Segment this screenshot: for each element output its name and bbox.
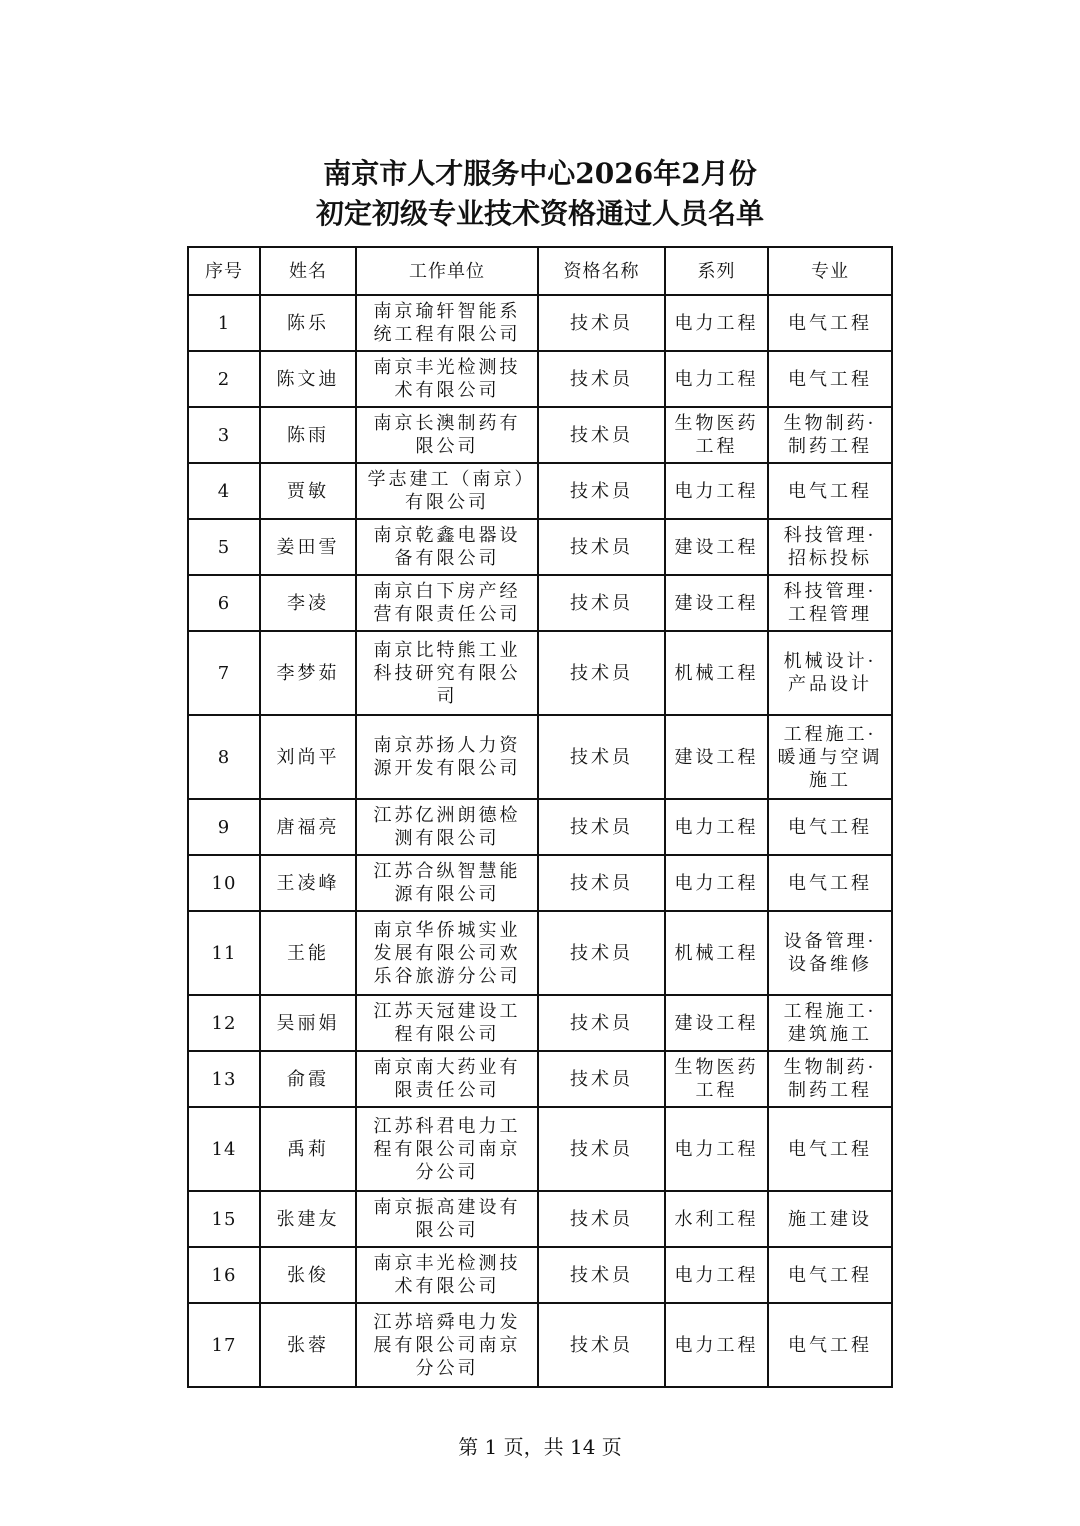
header-series: 系列 [665, 247, 768, 295]
cell-name: 王能 [260, 911, 356, 995]
cell-series: 建设工程 [665, 519, 768, 575]
cell-name: 贾敏 [260, 463, 356, 519]
table-row [188, 519, 892, 575]
cell-work-unit: 江苏亿洲朗德检测有限公司 [356, 799, 538, 855]
header-name: 姓名 [260, 247, 356, 295]
cell-qualification: 技术员 [538, 799, 665, 855]
cell-qualification: 技术员 [538, 463, 665, 519]
cell-series: 电力工程 [665, 799, 768, 855]
cell-serial: 2 [188, 351, 260, 407]
cell-major: 电气工程 [768, 295, 892, 351]
cell-serial: 9 [188, 799, 260, 855]
cell-work-unit: 南京比特熊工业科技研究有限公司 [356, 631, 538, 715]
cell-serial: 8 [188, 715, 260, 799]
cell-name: 张俊 [260, 1247, 356, 1303]
cell-serial: 4 [188, 463, 260, 519]
cell-qualification: 技术员 [538, 1051, 665, 1107]
page-number: 第 1 页，共 14 页 [458, 1435, 622, 1459]
table-row [188, 995, 892, 1051]
cell-name: 陈文迪 [260, 351, 356, 407]
cell-series: 电力工程 [665, 1247, 768, 1303]
table-row [188, 911, 892, 995]
cell-work-unit: 南京苏扬人力资源开发有限公司 [356, 715, 538, 799]
cell-qualification: 技术员 [538, 995, 665, 1051]
cell-work-unit: 南京瑜轩智能系统工程有限公司 [356, 295, 538, 351]
cell-work-unit: 江苏合纵智慧能源有限公司 [356, 855, 538, 911]
cell-name: 王凌峰 [260, 855, 356, 911]
cell-series: 建设工程 [665, 995, 768, 1051]
cell-name: 唐福亮 [260, 799, 356, 855]
cell-name: 李梦茹 [260, 631, 356, 715]
cell-name: 吴丽娟 [260, 995, 356, 1051]
cell-major: 电气工程 [768, 855, 892, 911]
header-serial: 序号 [188, 247, 260, 295]
cell-qualification: 技术员 [538, 1191, 665, 1247]
cell-work-unit: 南京丰光检测技术有限公司 [356, 351, 538, 407]
cell-major: 电气工程 [768, 1107, 892, 1191]
cell-work-unit: 江苏科君电力工程有限公司南京分公司 [356, 1107, 538, 1191]
table-row [188, 1191, 892, 1247]
cell-qualification: 技术员 [538, 715, 665, 799]
cell-work-unit: 江苏天冠建设工程有限公司 [356, 995, 538, 1051]
cell-major: 设备管理·设备维修 [768, 911, 892, 995]
cell-name: 俞霞 [260, 1051, 356, 1107]
table-row [188, 295, 892, 351]
cell-major: 电气工程 [768, 799, 892, 855]
cell-name: 张蓉 [260, 1303, 356, 1387]
table-row [188, 799, 892, 855]
cell-major: 工程施工·建筑施工 [768, 995, 892, 1051]
cell-qualification: 技术员 [538, 631, 665, 715]
cell-major: 电气工程 [768, 1303, 892, 1387]
cell-series: 生物医药工程 [665, 407, 768, 463]
table-row [188, 1303, 892, 1387]
table-row [188, 351, 892, 407]
cell-qualification: 技术员 [538, 519, 665, 575]
cell-work-unit: 南京长澳制药有限公司 [356, 407, 538, 463]
cell-work-unit: 南京丰光检测技术有限公司 [356, 1247, 538, 1303]
table-row [188, 463, 892, 519]
cell-serial: 10 [188, 855, 260, 911]
cell-qualification: 技术员 [538, 1303, 665, 1387]
cell-serial: 16 [188, 1247, 260, 1303]
table-body [188, 295, 892, 1387]
cell-major: 电气工程 [768, 351, 892, 407]
cell-qualification: 技术员 [538, 295, 665, 351]
table-header-row [188, 247, 892, 295]
roster-table [187, 246, 893, 1388]
cell-work-unit: 学志建工（南京）有限公司 [356, 463, 538, 519]
cell-series: 生物医药工程 [665, 1051, 768, 1107]
cell-serial: 7 [188, 631, 260, 715]
table-row [188, 631, 892, 715]
cell-work-unit: 江苏培舜电力发展有限公司南京分公司 [356, 1303, 538, 1387]
cell-major: 电气工程 [768, 463, 892, 519]
cell-qualification: 技术员 [538, 911, 665, 995]
cell-major: 科技管理·工程管理 [768, 575, 892, 631]
cell-major: 生物制药·制药工程 [768, 407, 892, 463]
cell-serial: 13 [188, 1051, 260, 1107]
table-row [188, 575, 892, 631]
cell-serial: 3 [188, 407, 260, 463]
cell-series: 电力工程 [665, 1303, 768, 1387]
cell-qualification: 技术员 [538, 1107, 665, 1191]
cell-qualification: 技术员 [538, 407, 665, 463]
header-qualification: 资格名称 [538, 247, 665, 295]
cell-series: 电力工程 [665, 295, 768, 351]
cell-series: 电力工程 [665, 351, 768, 407]
cell-major: 施工建设 [768, 1191, 892, 1247]
cell-major: 科技管理·招标投标 [768, 519, 892, 575]
cell-serial: 6 [188, 575, 260, 631]
cell-series: 建设工程 [665, 575, 768, 631]
cell-name: 张建友 [260, 1191, 356, 1247]
table-row [188, 1247, 892, 1303]
cell-name: 陈雨 [260, 407, 356, 463]
cell-serial: 11 [188, 911, 260, 995]
cell-name: 姜田雪 [260, 519, 356, 575]
cell-serial: 14 [188, 1107, 260, 1191]
cell-name: 刘尚平 [260, 715, 356, 799]
cell-series: 电力工程 [665, 1107, 768, 1191]
cell-serial: 5 [188, 519, 260, 575]
cell-work-unit: 南京华侨城实业发展有限公司欢乐谷旅游分公司 [356, 911, 538, 995]
header-work-unit: 工作单位 [356, 247, 538, 295]
cell-major: 工程施工·暖通与空调施工 [768, 715, 892, 799]
cell-qualification: 技术员 [538, 855, 665, 911]
cell-work-unit: 南京振高建设有限公司 [356, 1191, 538, 1247]
cell-qualification: 技术员 [538, 1247, 665, 1303]
header-major: 专业 [768, 247, 892, 295]
cell-qualification: 技术员 [538, 575, 665, 631]
cell-major: 电气工程 [768, 1247, 892, 1303]
table-row [188, 1051, 892, 1107]
cell-series: 电力工程 [665, 463, 768, 519]
cell-series: 机械工程 [665, 911, 768, 995]
table-row [188, 1107, 892, 1191]
cell-major: 生物制药·制药工程 [768, 1051, 892, 1107]
cell-work-unit: 南京乾鑫电器设备有限公司 [356, 519, 538, 575]
table-row [188, 855, 892, 911]
cell-series: 建设工程 [665, 715, 768, 799]
cell-major: 机械设计·产品设计 [768, 631, 892, 715]
cell-work-unit: 南京南大药业有限责任公司 [356, 1051, 538, 1107]
cell-series: 机械工程 [665, 631, 768, 715]
cell-work-unit: 南京白下房产经营有限责任公司 [356, 575, 538, 631]
cell-serial: 12 [188, 995, 260, 1051]
cell-serial: 15 [188, 1191, 260, 1247]
cell-series: 水利工程 [665, 1191, 768, 1247]
cell-qualification: 技术员 [538, 351, 665, 407]
cell-serial: 17 [188, 1303, 260, 1387]
cell-name: 李凌 [260, 575, 356, 631]
table-row [188, 407, 892, 463]
cell-series: 电力工程 [665, 855, 768, 911]
document-title-line-1: 南京市人才服务中心2026年2月份 [323, 157, 757, 190]
document-title-line-2: 初定初级专业技术资格通过人员名单 [315, 197, 764, 230]
table-row [188, 715, 892, 799]
cell-name: 陈乐 [260, 295, 356, 351]
cell-serial: 1 [188, 295, 260, 351]
cell-name: 禹莉 [260, 1107, 356, 1191]
